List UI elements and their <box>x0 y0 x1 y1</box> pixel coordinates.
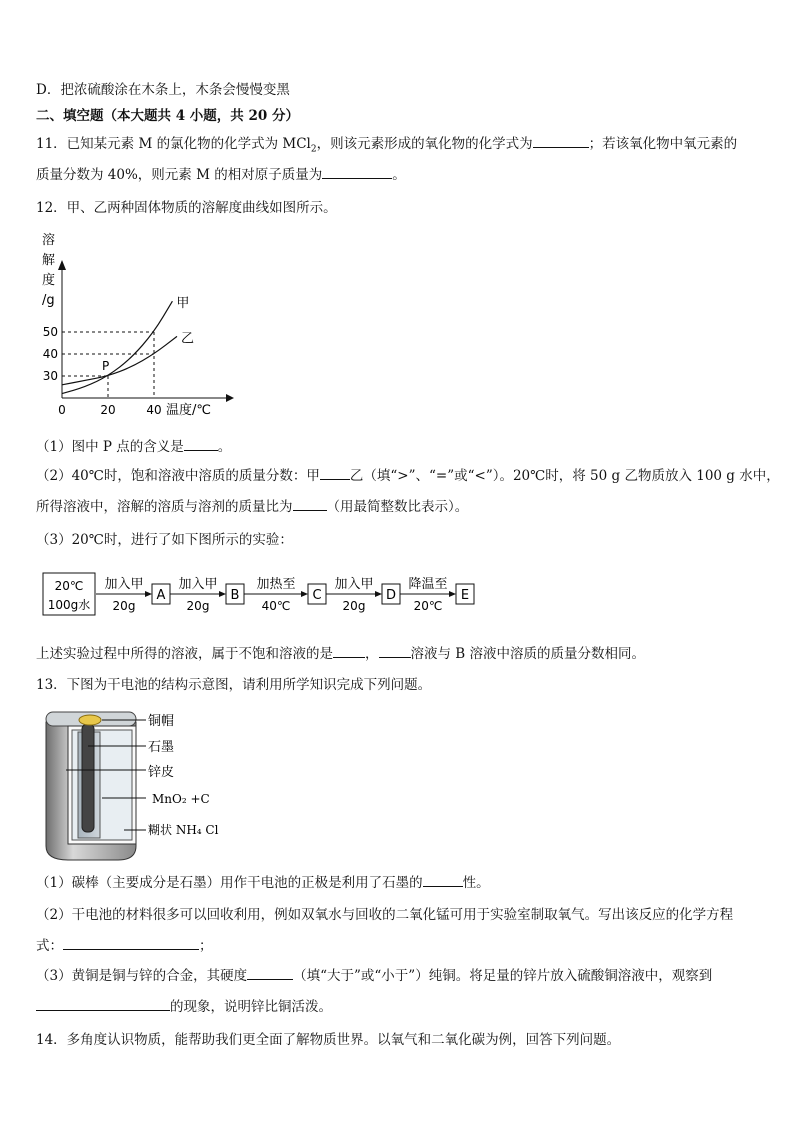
answer-blank[interactable] <box>423 874 463 887</box>
q12-part2-line2: 所得溶液中，溶解的溶质与溶剂的质量比为 （用最简整数比表示）。 <box>36 499 469 515</box>
y-axis-arrow <box>58 260 66 270</box>
flow-step-action: 加入甲 <box>104 577 144 592</box>
answer-blank[interactable] <box>320 467 350 480</box>
q13-part1: （1）碳棒（主要成分是石墨）用作干电池的正极是利用了石墨的 性。 <box>36 875 490 891</box>
x-tick-label: 40 <box>146 403 162 417</box>
flow-step-amount: 20℃ <box>413 599 443 613</box>
flow-step-amount: 20g <box>112 599 136 613</box>
flow-arrowhead <box>375 591 382 597</box>
graphite-rod-icon <box>82 724 94 832</box>
answer-blank[interactable] <box>379 645 411 658</box>
experiment-flow <box>42 572 512 622</box>
answer-blank[interactable] <box>333 645 365 658</box>
x-tick-label: 20 <box>100 403 116 417</box>
flow-step-action: 加入甲 <box>178 577 218 592</box>
answer-blank[interactable] <box>63 937 199 950</box>
q12-stem: 12．甲、乙两种固体物质的溶解度曲线如图所示。 <box>36 200 337 216</box>
y-axis-label-char: 度 <box>42 273 56 288</box>
y-tick-label: 30 <box>42 369 58 383</box>
q13-stem: 13．下图为干电池的结构示意图，请利用所学知识完成下列问题。 <box>36 677 432 693</box>
flow-step-action: 加入甲 <box>334 577 374 592</box>
q12-part4: 上述实验过程中所得的溶液，属于不饱和溶液的是 ， 溶液与 B 溶液中溶质的质量分数相同。 <box>36 646 646 662</box>
q11-line2: 质量分数为 40%，则元素 M 的相对原子质量为 。 <box>36 167 406 183</box>
answer-blank[interactable] <box>322 166 392 179</box>
y-tick-label: 40 <box>42 347 58 361</box>
flow-arrowhead <box>449 591 456 597</box>
flow-arrowhead <box>145 591 152 597</box>
flow-arrowhead <box>219 591 226 597</box>
label-graphite: 石墨 <box>148 740 175 755</box>
flow-start-water: 100g水 <box>47 598 91 612</box>
flow-node-label: E <box>460 588 470 603</box>
q13-part2-line1: （2）干电池的材料很多可以回收利用，例如双氧水与回收的二氧化锰可用于实验室制取氧气。写出该反应的化学方程 <box>36 907 734 923</box>
answer-blank[interactable] <box>533 135 589 148</box>
q13-part2-line2: 式： ； <box>36 938 213 954</box>
flow-arrowhead <box>301 591 308 597</box>
series-curve-yi <box>62 336 177 384</box>
label-copper-cap: 铜帽 <box>148 714 175 729</box>
series-label-yi: 乙 <box>181 331 195 347</box>
q12-part1: （1）图中 P 点的含义是 。 <box>36 439 232 455</box>
flow-step-action: 降温至 <box>408 577 448 592</box>
label-zinc: 锌皮 <box>148 765 175 780</box>
dry-cell-diagram <box>38 704 258 864</box>
y-axis-label-char: 溶 <box>42 233 56 248</box>
y-axis-label-char: 解 <box>42 253 56 268</box>
flow-node-label: C <box>312 588 322 603</box>
flow-step-amount: 20g <box>186 599 210 613</box>
flow-node-label: D <box>385 588 397 603</box>
point-p-label: P <box>102 359 110 373</box>
y-tick-label: 50 <box>42 325 58 339</box>
q11-line1: 11．已知某元素 M 的氯化物的化学式为 MCl$_2$，则该元素形成的氧化物的化学式为 ；若该氧化物中氧元素的 <box>36 136 738 155</box>
answer-blank[interactable] <box>293 498 327 511</box>
solubility-chart <box>34 228 234 424</box>
y-axis-label <box>42 232 55 308</box>
x-tick-label: 0 <box>58 403 66 417</box>
q13-part3-line1: （3）黄铜是铜与锌的合金，其硬度 （填“大于”或“小于”）纯铜。将足量的锌片放入硫酸铜溶液中，观察到 <box>36 968 713 984</box>
flow-step-action: 加热至 <box>256 577 296 592</box>
label-nh4cl: 糊状 NH₄ Cl <box>148 823 219 837</box>
series-curve-jia <box>62 301 172 393</box>
flow-step-amount: 20g <box>342 599 366 613</box>
flow-start-temp: 20℃ <box>54 579 84 593</box>
flow-step-amount: 40℃ <box>261 599 291 613</box>
section-heading: 二、填空题（本大题共 4 小题，共 20 分） <box>36 108 299 124</box>
series-label-jia: 甲 <box>176 296 190 312</box>
flow-node-label: B <box>230 588 240 603</box>
q12-part3: （3）20℃时，进行了如下图所示的实验： <box>36 532 293 548</box>
flow-node-label: A <box>156 588 166 603</box>
label-mno2: MnO₂ +C <box>152 792 210 806</box>
answer-blank[interactable] <box>184 438 218 451</box>
q13-part3-line2: 的现象，说明锌比铜活泼。 <box>36 998 332 1016</box>
x-axis-label: 温度/℃ <box>166 403 211 418</box>
x-axis-arrow <box>226 394 234 402</box>
answer-blank[interactable] <box>36 998 170 1011</box>
q12-part2-line1: （2）40℃时，饱和溶液中溶质的质量分数：甲 乙（填“>”、“=”或“<”）。20℃时，将 50 g 乙物质放入 100 g 水中， <box>36 468 780 484</box>
y-axis-label-char: /g <box>42 293 55 308</box>
option-d: D．把浓硫酸涂在木条上，木条会慢慢变黑 <box>36 82 290 98</box>
answer-blank[interactable] <box>247 967 293 980</box>
copper-cap-icon <box>79 715 101 725</box>
q14-stem: 14．多角度认识物质，能帮助我们更全面了解物质世界。以氧气和二氧化碳为例，回答下列问题。 <box>36 1032 621 1048</box>
